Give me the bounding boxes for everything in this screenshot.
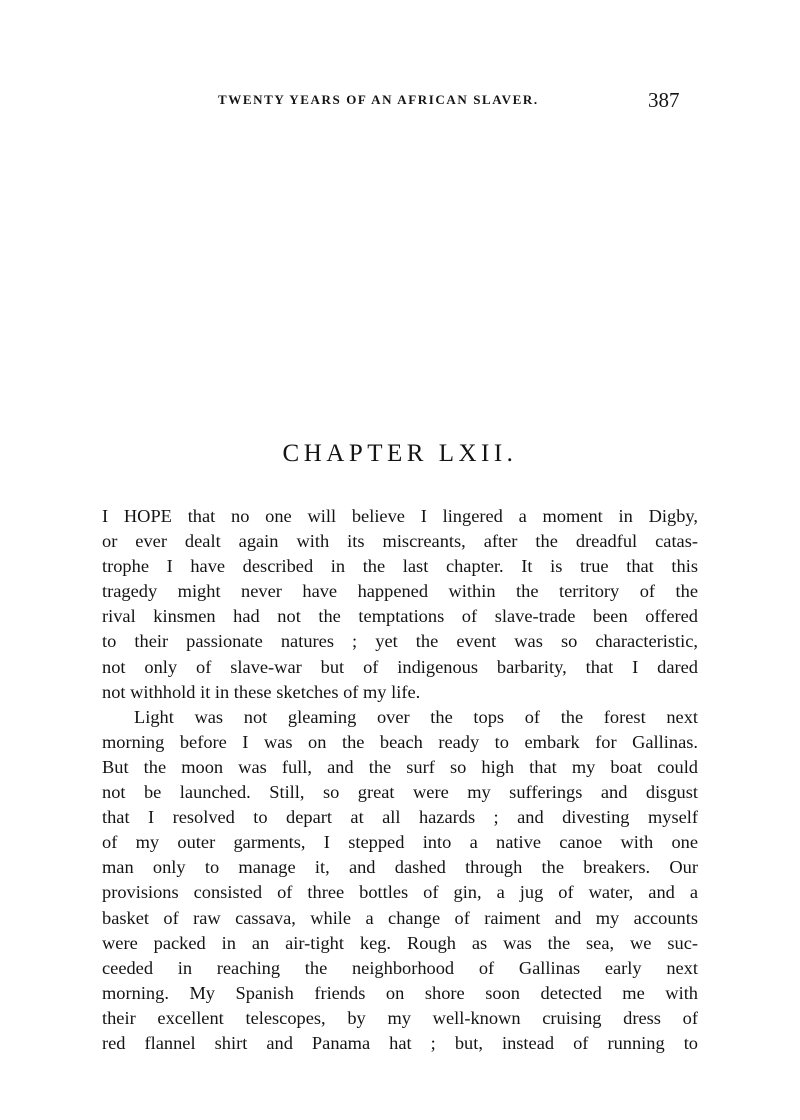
text-line: Light was not gleaming over the tops of the forest next	[134, 706, 698, 727]
text-line: or ever dealt again with its miscreants, after the dreadful catas-	[102, 531, 698, 552]
chapter-title: CHAPTER LXII.	[282, 440, 518, 467]
text-line: not be launched. Still, so great were my sufferings and disgust	[102, 782, 698, 803]
text-line: man only to manage it, and dashed through the breakers. Our	[102, 857, 698, 878]
text-line: red flannel shirt and Panama hat ; but, instead of running to	[102, 1032, 698, 1053]
text-line: tragedy might never have happened within the territory of the	[102, 581, 698, 602]
body-text	[102, 504, 698, 1056]
text-line	[102, 504, 698, 529]
text-line: basket of raw cassava, while a change of raiment and my accounts	[102, 907, 698, 928]
text-line: not withhold it in these sketches of my life.	[102, 681, 421, 702]
text-line: to their passionate natures ; yet the event was so characteristic,	[102, 631, 698, 652]
page-number: 387	[648, 88, 680, 112]
text-line: of my outer garments, I stepped into a native canoe with one	[102, 832, 698, 853]
text-line: were packed in an air-tight keg. Rough as was the sea, we suc-	[102, 932, 698, 953]
text-line: trophe I have described in the last chapter. It is true that this	[102, 556, 698, 577]
first-line-rest: that no one will believe I lingered a moment in Digby,	[187, 506, 698, 526]
opening-smallcaps: HOPE	[123, 506, 172, 526]
paragraph-1	[102, 504, 698, 705]
opening-word: I	[102, 506, 109, 526]
text-line: morning before I was on the beach ready to embark for Gallinas.	[102, 731, 698, 752]
text-line: not only of slave-war but of indigenous barbarity, that I dared	[102, 656, 698, 677]
running-title: TWENTY YEARS OF AN AFRICAN SLAVER.	[218, 92, 539, 107]
text-line: ceeded in reaching the neighborhood of Gallinas early next	[102, 957, 698, 978]
text-line: provisions consisted of three bottles of gin, a jug of water, and a	[102, 882, 698, 903]
text-line: that I resolved to depart at all hazards ; and divesting myself	[102, 807, 698, 828]
text-line: rival kinsmen had not the temptations of slave-trade been offered	[102, 606, 698, 627]
running-head	[0, 88, 800, 112]
text-line: their excellent telescopes, by my well-known cruising dress of	[102, 1007, 698, 1028]
text-line: But the moon was full, and the surf so high that my boat could	[102, 756, 698, 777]
text-line: morning. My Spanish friends on shore soon detected me with	[102, 982, 698, 1003]
paragraph-2	[102, 705, 698, 1056]
